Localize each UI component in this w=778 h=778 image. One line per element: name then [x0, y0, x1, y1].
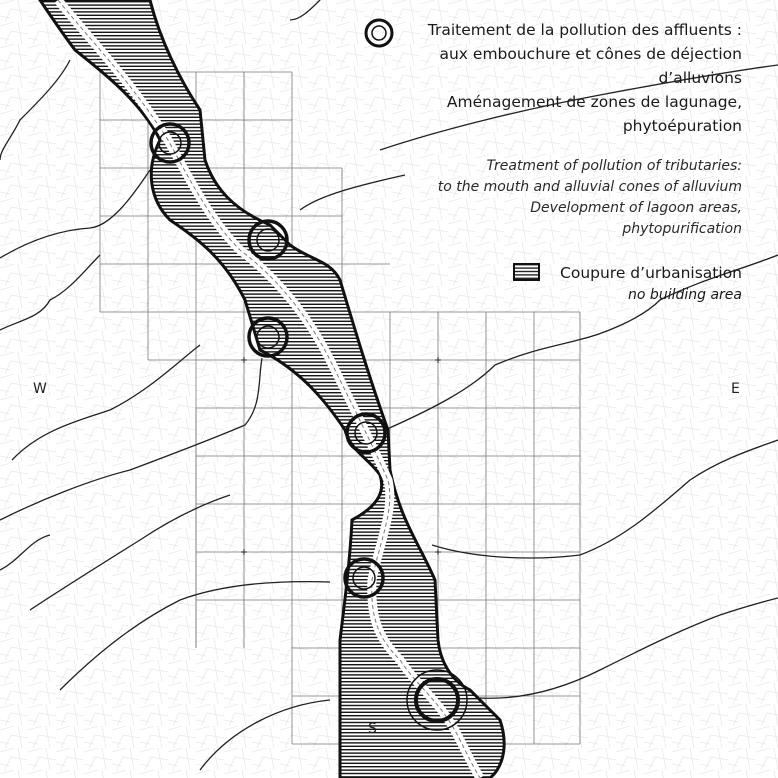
legend-line: Treatment of pollution of tributaries: [486, 158, 742, 174]
compass-west: W [33, 381, 47, 397]
legend-line: Development of lagoon areas, [530, 200, 742, 216]
legend-zone-fr: Coupure d’urbanisation [560, 264, 742, 282]
legend-zone-en: no building area [628, 287, 742, 303]
legend-line: phytopurification [622, 221, 742, 237]
legend-pollution-fr [428, 18, 742, 138]
legend-no-building [560, 262, 742, 306]
compass-east: E [731, 381, 740, 397]
double-circle-icon [364, 18, 394, 48]
legend-line: aux embouchure et cônes de déjection [439, 45, 742, 63]
legend-line: d’alluvions [658, 69, 742, 87]
legend-line: to the mouth and alluvial cones of alluvium [437, 179, 742, 195]
legend-line: Traitement de la pollution des affluents : [427, 21, 742, 39]
hatched-rectangle-icon [513, 263, 540, 281]
legend-line: Aménagement de zones de lagunage, [446, 93, 742, 111]
legend-pollution-en [438, 156, 742, 240]
compass-south: S [368, 721, 377, 737]
legend-line: phytoépuration [622, 117, 742, 135]
